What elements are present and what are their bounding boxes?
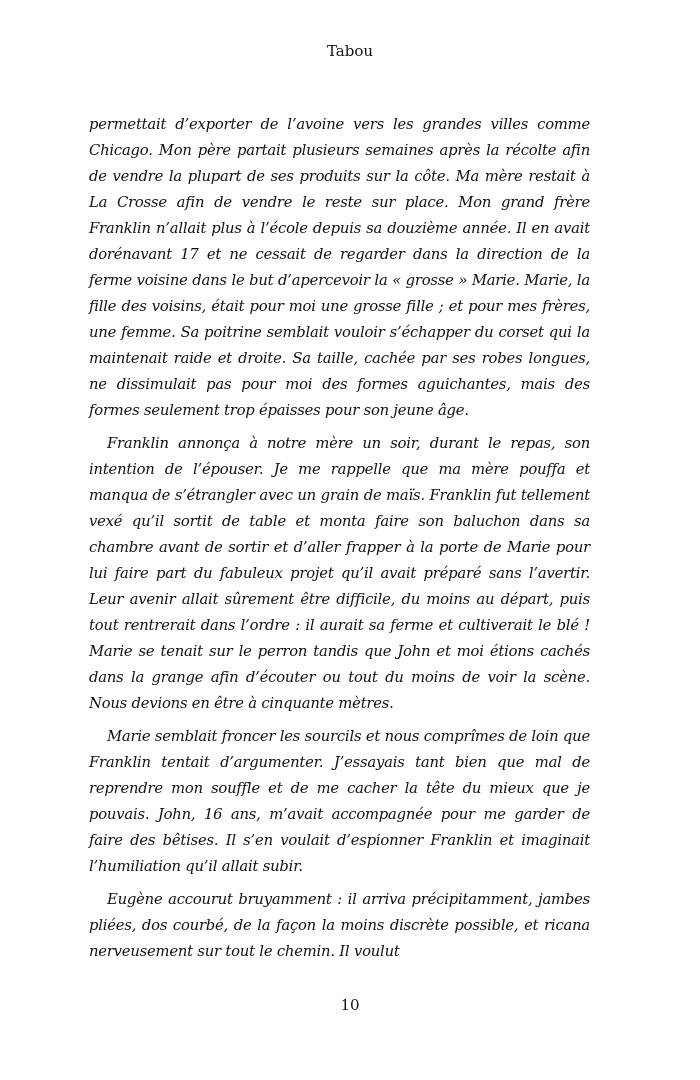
body-text	[89, 112, 590, 972]
paragraph: Eugène accourut bruyamment : il arriva précipitamment, jambes pliées, dos courbé, de la façon la moins discrète possible, et ricana nerveusement sur tout le chemin. Il voulut	[89, 891, 590, 960]
paragraph: Franklin annonça à notre mère un soir, durant le repas, son intention de l’épouser. Je me rappelle que ma mère pouffa et manqua de s’étrangler avec un grain de maïs. Franklin fut tellement vexé qu’il sortit de table et monta faire son baluchon dans sa chambre avant de sortir et d’aller frapper à la porte de Marie pour lui faire part du fabuleux projet qu’il avait préparé sans l’avertir. Leur avenir allait sûrement être difficile, du moins au départ, puis tout rentrerait dans l’ordre : il aurait sa ferme et cultiverait le blé ! Marie se tenait sur le perron tandis que John et moi étions cachés dans la grange afin d’écouter ou tout du moins de voir la scène. Nous devions en être à cinquante mètres.	[89, 435, 590, 712]
paragraph-continued: permettait d’exporter de l’avoine vers les grandes villes comme Chicago. Mon père partait plusieurs semaines après la récolte afin de vendre la plupart de ses produits sur la côte. Ma mère restait à La Crosse afin de vendre le reste sur place. Mon grand frère Franklin n’allait plus à l’école depuis sa douzième année. Il en avait dorénavant 17 et ne cessait de regarder dans la direction de la ferme voisine dans le but d’apercevoir la « grosse » Marie. Marie, la fille des voisins, était pour moi une grosse fille ; et pour mes frères, une femme. Sa poitrine semblait vouloir s’échapper du corset qui la maintenait raide et droite. Sa taille, cachée par ses robes longues, ne dissimulait pas pour moi des formes aguichantes, mais des formes seulement trop épaisses pour son jeune âge.	[89, 116, 590, 419]
running-head-title: Tabou	[326, 42, 374, 60]
page-number: 10	[340, 996, 360, 1014]
paragraph: Marie semblait froncer les sourcils et nous comprîmes de loin que Franklin tentait d’argumenter. J’essayais tant bien que mal de reprendre mon souffle et de me cacher la tête du mieux que je pouvais. John, 16 ans, m’avait accompagnée pour me garder de faire des bêtises. Il s’en voulait d’espionner Franklin et imaginait l’humiliation qu’il allait subir.	[89, 728, 590, 875]
